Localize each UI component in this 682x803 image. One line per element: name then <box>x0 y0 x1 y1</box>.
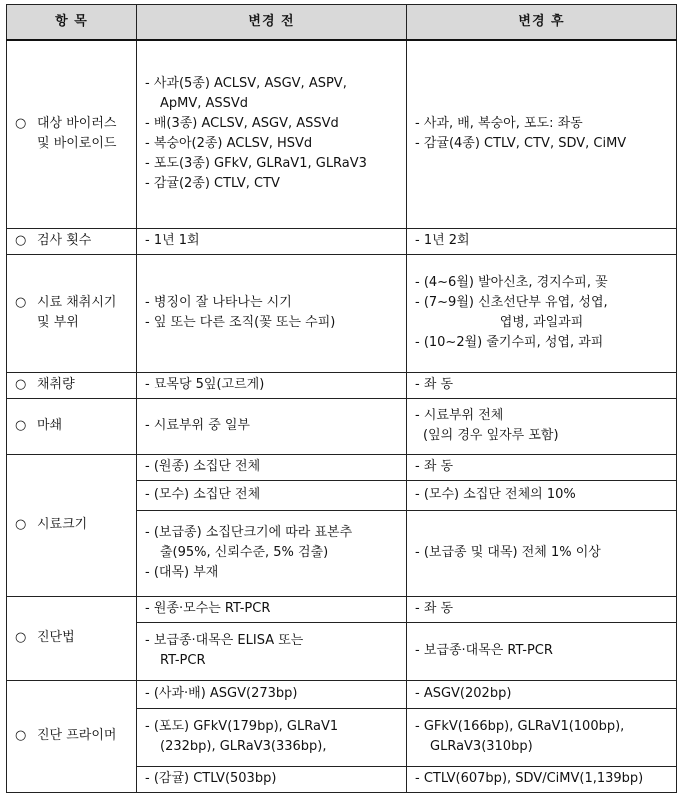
table-row <box>7 228 677 254</box>
before-cell <box>137 480 407 510</box>
list-item: - 1년 1회 <box>145 233 200 248</box>
category-label: 검사 횟수 <box>37 233 92 248</box>
list-item: - (포도) GFkV(179bp), GLRaV1 <box>145 719 339 734</box>
list-item: - 잎 또는 다른 조직(꽃 또는 수피) <box>145 315 336 330</box>
list-item: - 복숭아(2종) ACLSV, HSVd <box>145 136 313 152</box>
list-item: - 사과, 배, 복숭아, 포도: 좌동 <box>415 116 583 132</box>
bullet-circle: ○ <box>15 116 27 132</box>
row-category <box>7 228 137 254</box>
list-item: - 원종·모수는 RT-PCR <box>145 601 271 616</box>
before-cell <box>137 622 407 680</box>
comparison-table <box>6 4 677 793</box>
table-row <box>7 596 677 622</box>
list-item: - 감귤(2종) CTLV, CTV <box>145 176 280 192</box>
list-item: RT-PCR <box>160 653 206 668</box>
list-item: 출(95%, 신뢰수준, 5% 검출) <box>160 545 329 560</box>
list-item: - 묘목당 5잎(고르게) <box>145 377 265 392</box>
header-after: 변경 후 <box>407 5 677 41</box>
row-category <box>7 254 137 372</box>
bullet-circle: ○ <box>15 517 27 532</box>
list-item: ApMV, ASSVd <box>160 96 249 112</box>
list-item: - 1년 2회 <box>415 233 470 248</box>
header-item: 항 목 <box>7 5 137 41</box>
before-cell <box>137 596 407 622</box>
list-item: - 보급종·대목은 RT-PCR <box>415 643 553 658</box>
list-item: - 포도(3종) GFkV, GLRaV1, GLRaV3 <box>145 156 367 172</box>
list-item: - (4~6월) 발아신초, 경지수피, 꽃 <box>415 275 608 290</box>
row-category <box>7 398 137 454</box>
category-label: 대상 바이러스 <box>37 116 117 132</box>
before-cell <box>137 510 407 596</box>
row-category <box>7 40 137 228</box>
before-cell <box>137 680 407 708</box>
list-item: - (대목) 부재 <box>145 565 219 580</box>
list-item: - CTLV(607bp), SDV/CiMV(1,139bp) <box>415 771 644 786</box>
before-cell <box>137 254 407 372</box>
list-item: - 배(3종) ACLSV, ASGV, ASSVd <box>145 116 339 132</box>
before-cell <box>137 454 407 480</box>
bullet-circle: ○ <box>15 418 27 433</box>
bullet-circle: ○ <box>15 295 27 310</box>
after-cell <box>407 398 677 454</box>
list-item: - (모수) 소집단 전체의 10% <box>415 487 576 502</box>
list-item: - (7~9월) 신초선단부 유엽, 성엽, <box>415 295 608 310</box>
table-row <box>7 680 677 708</box>
row-category <box>7 680 137 792</box>
list-item: - 좌 동 <box>415 601 454 616</box>
category-label: 및 바이로이드 <box>37 136 117 152</box>
list-item: - 시료부위 전체 <box>415 408 504 423</box>
bullet-circle: ○ <box>15 377 27 392</box>
after-cell <box>407 708 677 766</box>
table-row <box>7 40 677 228</box>
list-item: (잎의 경우 잎자루 포함) <box>423 428 559 443</box>
table-row <box>7 454 677 480</box>
before-cell <box>137 372 407 398</box>
before-cell <box>137 708 407 766</box>
list-item: - (보급종 및 대목) 전체 1% 이상 <box>415 545 601 560</box>
after-cell <box>407 510 677 596</box>
after-cell <box>407 680 677 708</box>
header-before: 변경 전 <box>137 5 407 41</box>
after-cell <box>407 622 677 680</box>
list-item: - (감귤) CTLV(503bp) <box>145 771 277 786</box>
list-item: - ASGV(202bp) <box>415 686 512 701</box>
category-label: 마쇄 <box>37 418 63 433</box>
list-item: - (모수) 소집단 전체 <box>145 487 261 502</box>
category-label: 채취량 <box>37 377 75 392</box>
table-header-row <box>7 5 677 41</box>
after-cell <box>407 40 677 228</box>
after-cell <box>407 596 677 622</box>
list-item: - 병징이 잘 나타나는 시기 <box>145 295 292 310</box>
category-label: 및 부위 <box>37 315 79 330</box>
bullet-circle: ○ <box>15 728 27 743</box>
after-cell <box>407 254 677 372</box>
list-item: - (10~2월) 줄기수피, 성엽, 과피 <box>415 335 604 350</box>
category-label: 진단 프라이머 <box>37 728 117 743</box>
list-item: - 시료부위 중 일부 <box>145 418 250 433</box>
bullet-circle: ○ <box>15 233 27 248</box>
before-cell <box>137 228 407 254</box>
row-category <box>7 596 137 680</box>
row-category <box>7 372 137 398</box>
list-item: - 보급종·대목은 ELISA 또는 <box>145 633 304 648</box>
list-item: - 사과(5종) ACLSV, ASGV, ASPV, <box>145 76 347 92</box>
list-item: (232bp), GLRaV3(336bp), <box>160 739 327 754</box>
list-item: - 좌 동 <box>415 377 454 392</box>
table-row <box>7 398 677 454</box>
table-row <box>7 254 677 372</box>
table-row <box>7 372 677 398</box>
after-cell <box>407 372 677 398</box>
list-item: GLRaV3(310bp) <box>430 739 533 754</box>
list-item: - 감귤(4종) CTLV, CTV, SDV, CiMV <box>415 136 627 152</box>
list-item: - (보급종) 소집단크기에 따라 표본추 <box>145 525 353 540</box>
after-cell <box>407 480 677 510</box>
category-label: 시료 채취시기 <box>37 295 117 310</box>
list-item: - 좌 동 <box>415 459 454 474</box>
before-cell <box>137 766 407 792</box>
before-cell <box>137 40 407 228</box>
bullet-circle: ○ <box>15 630 27 645</box>
before-cell <box>137 398 407 454</box>
after-cell <box>407 454 677 480</box>
list-item: - GFkV(166bp), GLRaV1(100bp), <box>415 719 625 734</box>
category-label: 진단법 <box>37 630 75 645</box>
after-cell <box>407 228 677 254</box>
list-item: - (원종) 소집단 전체 <box>145 459 261 474</box>
after-cell <box>407 766 677 792</box>
list-item: - (사과·배) ASGV(273bp) <box>145 686 298 701</box>
row-category <box>7 454 137 596</box>
list-item: 엽병, 과일과피 <box>499 315 584 330</box>
category-label: 시료크기 <box>37 517 88 532</box>
